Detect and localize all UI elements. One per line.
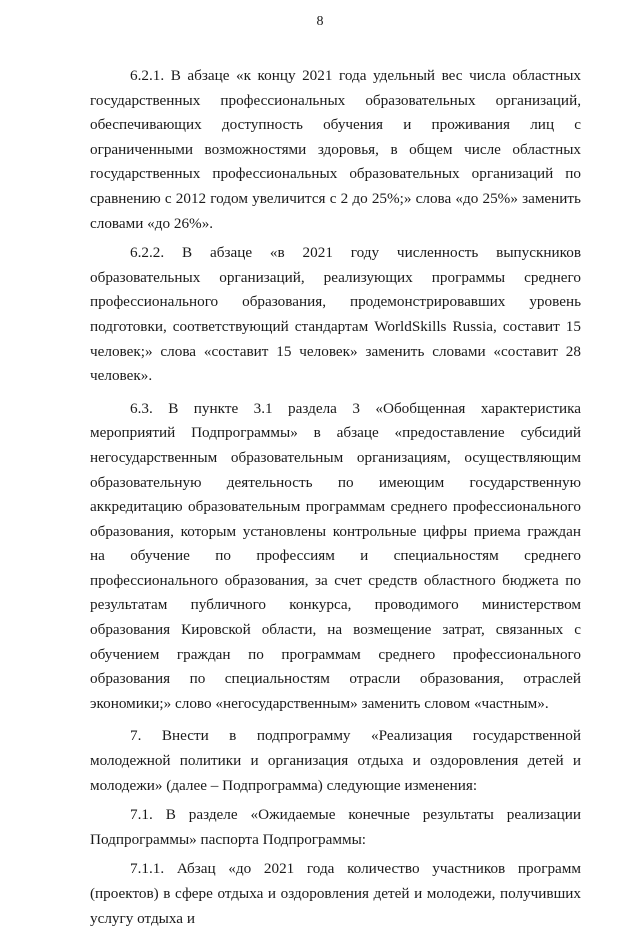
- page-number: 8: [316, 14, 324, 29]
- document-body: [90, 64, 581, 936]
- paragraph-6-2-2: 6.2.2. В абзаце «в 2021 году численность выпускников образовательных организаций, реализующих программы среднего профессионального образования, продемонстрировавших уровень подготовки, соответствующий стандартам WorldSkills Russia, составит 15 человек;» слова «составит 15 человек» заменить словами «составит 28 человек».: [90, 244, 581, 385]
- paragraph-7-1-1: 7.1.1. Абзац «до 2021 года количество участников программ (проектов) в сфере отдыха и оздоровления детей и молодежи, получивших услугу отдыха и: [90, 860, 581, 927]
- paragraph-6-3: 6.3. В пункте 3.1 раздела 3 «Обобщенная характеристика мероприятий Подпрограммы» в абзаце «предоставление субсидий негосударственным образовательным организациям, осуществляющим образовательную деятельность по имеющим государственную аккредитацию образовательным программам среднего профессионального образования, которым установлены контрольные цифры приема граждан на обучение по профессиям и специальностям среднего профессионального образования, за счет средств областного бюджета по результатам публичного конкурса, проводимого министерством образования Кировской области, на возмещение затрат, связанных с обучением граждан по программам среднего профессионального образования по специальностям отрасли образования, отраслей экономики;» слово «негосударственным» заменить словом «частным».: [90, 399, 581, 712]
- paragraph-6-2-1: 6.2.1. В абзаце «к концу 2021 года удельный вес числа областных государственных профессиональных образовательных организаций, обеспечивающих доступность обучения и проживания лиц с ограниченными возможностями здоровья, в общем числе областных государственных профессиональных образовательных организаций по сравнению с 2012 годом увеличится с 2 до 25%;» слова «до 25%» заменить словами «до 26%».: [90, 67, 581, 232]
- paragraph-7: 7. Внести в подпрограмму «Реализация государственной молодежной политики и организация отдыха и оздоровления детей и молодежи» (далее – Подпрограмма) следующие изменения:: [90, 727, 581, 794]
- paragraph-7-1: 7.1. В разделе «Ожидаемые конечные результаты реализации Подпрограммы» паспорта Подпрограммы:: [90, 806, 581, 848]
